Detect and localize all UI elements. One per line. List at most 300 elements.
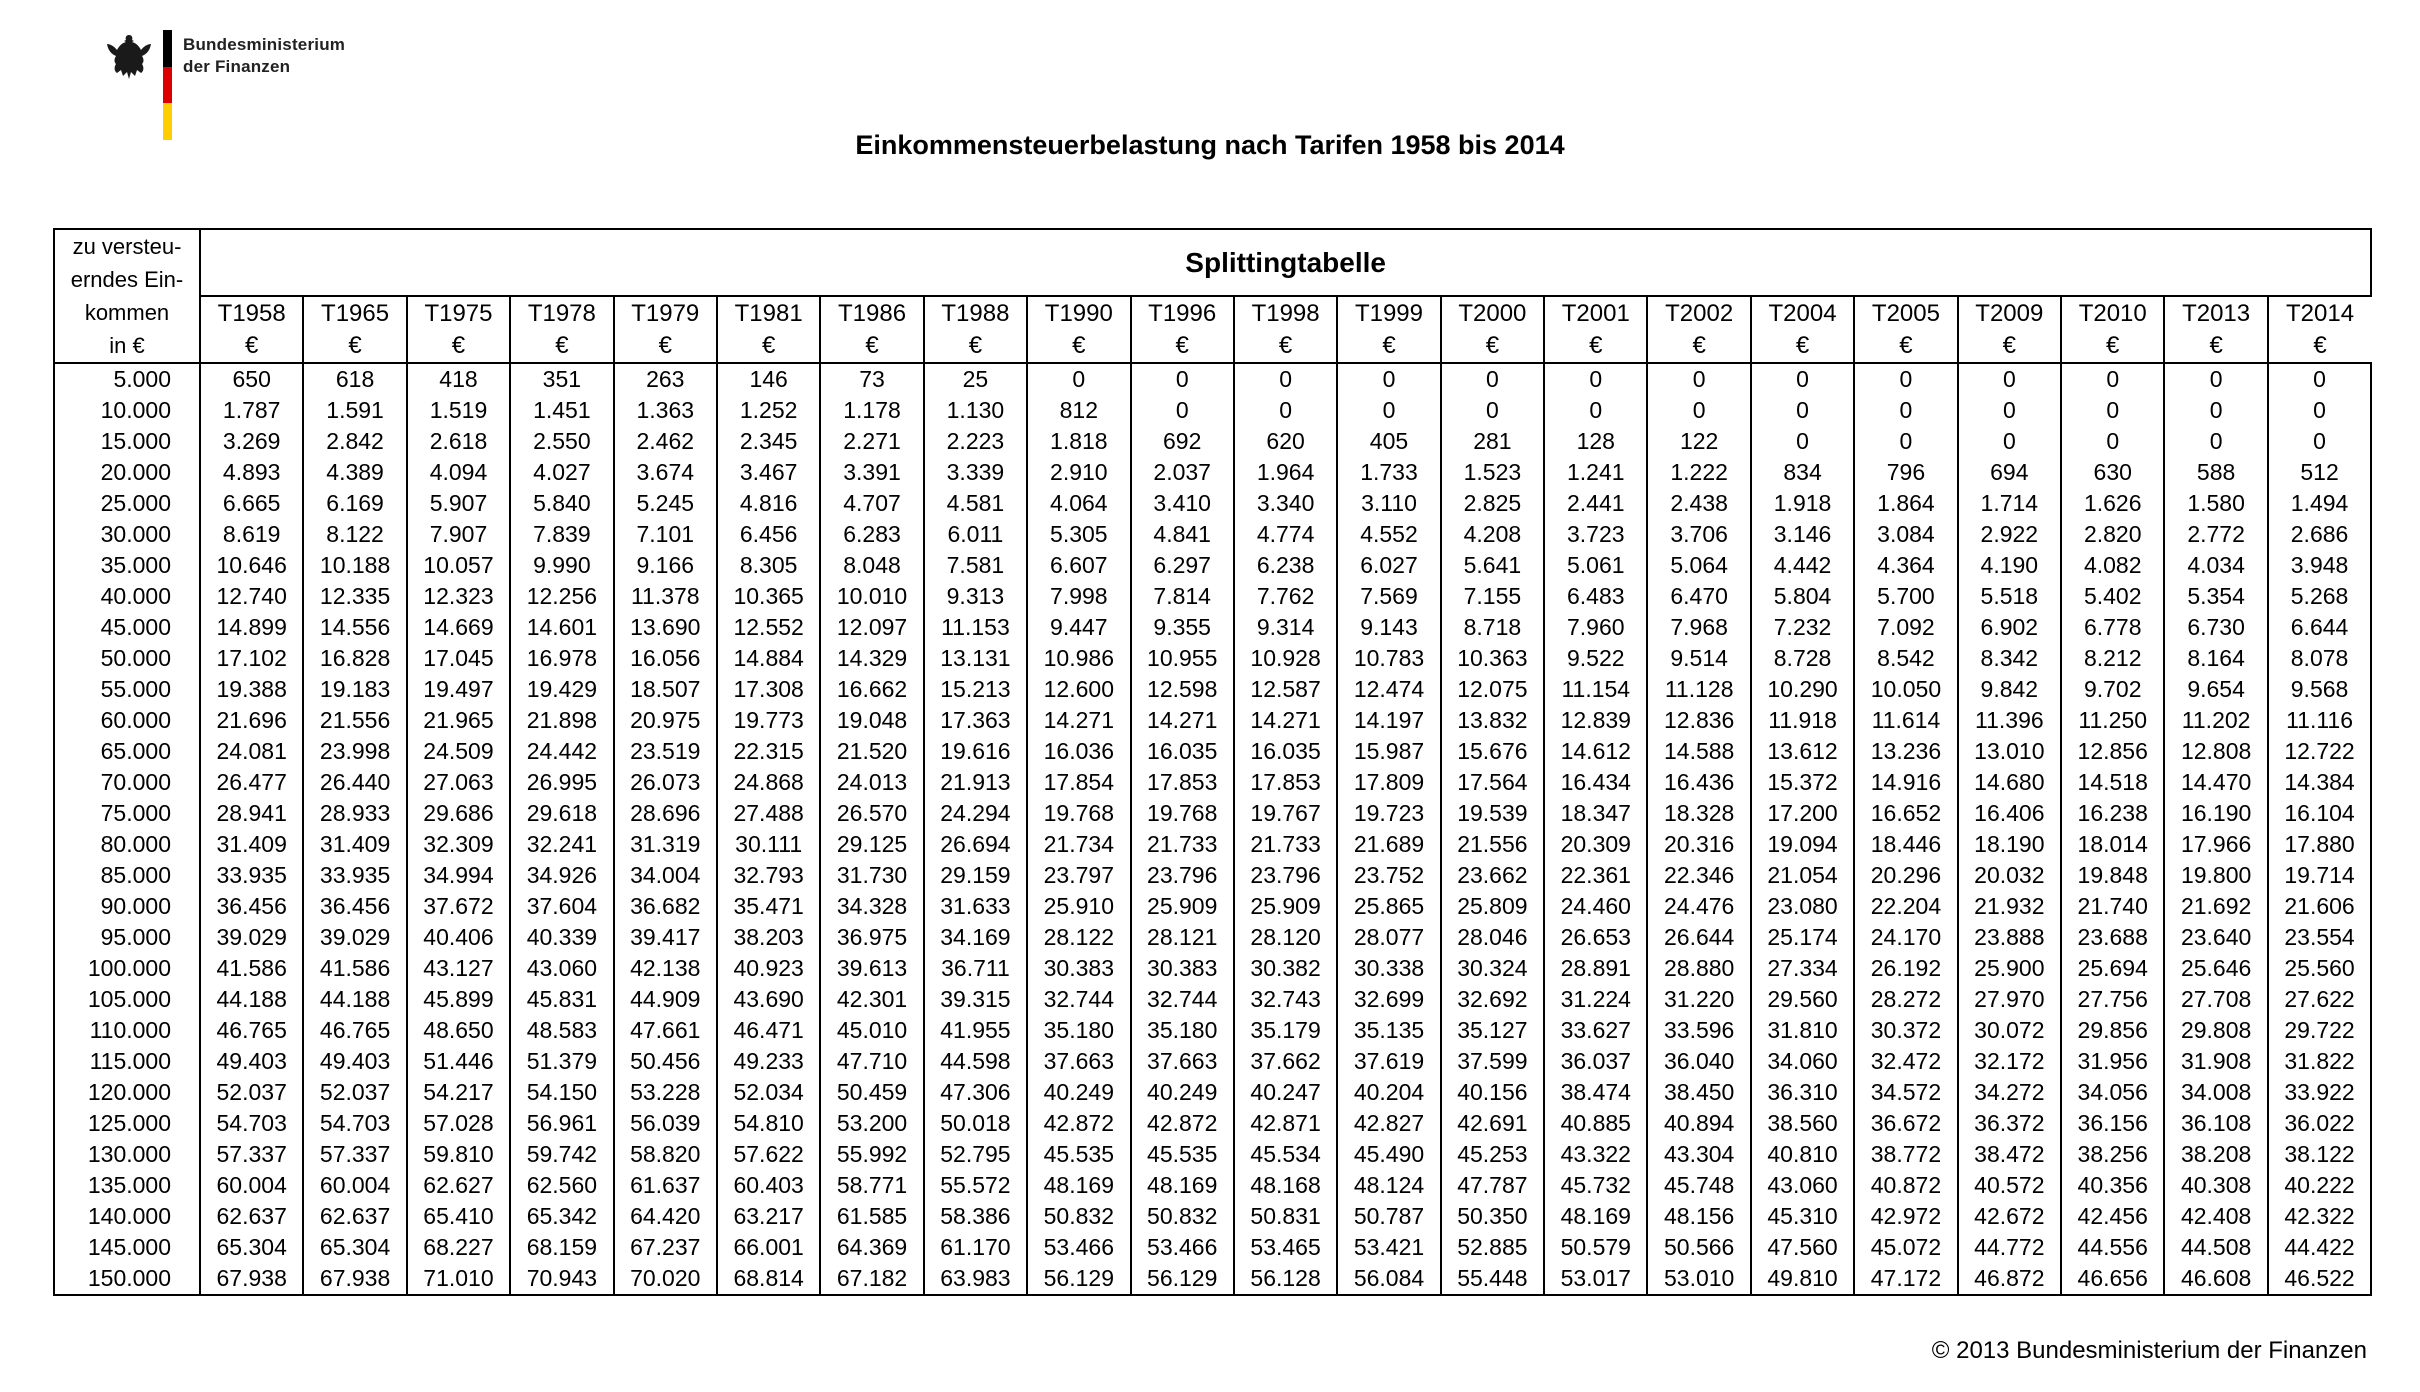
tax-value-cell: 3.674 xyxy=(614,457,717,488)
tax-value-cell: 0 xyxy=(1544,395,1647,426)
tax-value-cell: 65.342 xyxy=(510,1201,613,1232)
tax-value-cell: 25.174 xyxy=(1751,922,1854,953)
tax-value-cell: 0 xyxy=(1854,363,1957,395)
tax-value-cell: 33.627 xyxy=(1544,1015,1647,1046)
tax-value-cell: 68.227 xyxy=(407,1232,510,1263)
currency-unit-label: € xyxy=(717,330,820,364)
tax-value-cell: 29.686 xyxy=(407,798,510,829)
tax-value-cell: 26.570 xyxy=(820,798,923,829)
tax-value-cell: 67.938 xyxy=(200,1263,303,1295)
tax-value-cell: 5.245 xyxy=(614,488,717,519)
tax-value-cell: 37.662 xyxy=(1234,1046,1337,1077)
tax-value-cell: 28.880 xyxy=(1647,953,1750,984)
tax-value-cell: 29.808 xyxy=(2164,1015,2267,1046)
tax-value-cell: 24.170 xyxy=(1854,922,1957,953)
tax-value-cell: 36.456 xyxy=(303,891,406,922)
header-row-group xyxy=(54,229,2371,296)
tax-value-cell: 23.662 xyxy=(1441,860,1544,891)
tax-value-cell: 22.346 xyxy=(1647,860,1750,891)
tax-value-cell: 15.213 xyxy=(924,674,1027,705)
tax-value-cell: 67.237 xyxy=(614,1232,717,1263)
tax-value-cell: 2.271 xyxy=(820,426,923,457)
income-cell: 70.000 xyxy=(54,767,200,798)
tax-value-cell: 1.363 xyxy=(614,395,717,426)
tax-value-cell: 6.665 xyxy=(200,488,303,519)
tax-value-cell: 38.474 xyxy=(1544,1077,1647,1108)
tax-value-cell: 24.476 xyxy=(1647,891,1750,922)
tax-value-cell: 34.572 xyxy=(1854,1077,1957,1108)
tax-value-cell: 55.448 xyxy=(1441,1263,1544,1295)
tax-value-cell: 45.253 xyxy=(1441,1139,1544,1170)
tax-value-cell: 23.888 xyxy=(1958,922,2061,953)
tax-value-cell: 2.462 xyxy=(614,426,717,457)
tax-value-cell: 2.037 xyxy=(1131,457,1234,488)
tax-value-cell: 42.301 xyxy=(820,984,923,1015)
income-cell: 115.000 xyxy=(54,1046,200,1077)
tax-value-cell: 61.637 xyxy=(614,1170,717,1201)
tax-value-cell: 0 xyxy=(1751,363,1854,395)
tax-value-cell: 620 xyxy=(1234,426,1337,457)
tax-value-cell: 32.309 xyxy=(407,829,510,860)
table-row xyxy=(54,1170,2371,1201)
tax-value-cell: 0 xyxy=(1234,395,1337,426)
table-row xyxy=(54,674,2371,705)
tax-value-cell: 49.403 xyxy=(303,1046,406,1077)
tax-value-cell: 14.271 xyxy=(1234,705,1337,736)
tax-value-cell: 0 xyxy=(1337,363,1440,395)
tax-value-cell: 34.994 xyxy=(407,860,510,891)
tax-value-cell: 32.699 xyxy=(1337,984,1440,1015)
tax-value-cell: 44.188 xyxy=(200,984,303,1015)
tax-value-cell: 20.975 xyxy=(614,705,717,736)
tax-value-cell: 35.180 xyxy=(1027,1015,1130,1046)
income-cell: 140.000 xyxy=(54,1201,200,1232)
tax-value-cell: 25.909 xyxy=(1234,891,1337,922)
logo-line-2: der Finanzen xyxy=(183,57,291,76)
tax-value-cell: 19.773 xyxy=(717,705,820,736)
tax-value-cell: 28.122 xyxy=(1027,922,1130,953)
tax-value-cell: 0 xyxy=(1441,395,1544,426)
tax-value-cell: 34.008 xyxy=(2164,1077,2267,1108)
tax-value-cell: 3.339 xyxy=(924,457,1027,488)
tax-value-cell: 14.271 xyxy=(1131,705,1234,736)
income-header-line: zu versteu- xyxy=(72,234,182,259)
tax-value-cell: 0 xyxy=(1234,363,1337,395)
table-row xyxy=(54,1046,2371,1077)
tax-value-cell: 22.361 xyxy=(1544,860,1647,891)
tax-value-cell: 0 xyxy=(2268,363,2371,395)
tax-value-cell: 4.774 xyxy=(1234,519,1337,550)
tax-value-cell: 6.730 xyxy=(2164,612,2267,643)
tax-value-cell: 21.965 xyxy=(407,705,510,736)
tax-value-cell: 6.283 xyxy=(820,519,923,550)
income-cell: 135.000 xyxy=(54,1170,200,1201)
tax-value-cell: 12.097 xyxy=(820,612,923,643)
tax-value-cell: 34.328 xyxy=(820,891,923,922)
tax-value-cell: 10.986 xyxy=(1027,643,1130,674)
tax-value-cell: 36.456 xyxy=(200,891,303,922)
tariff-column-header: T2002 xyxy=(1647,296,1750,330)
tax-value-cell: 25.900 xyxy=(1958,953,2061,984)
tax-value-cell: 14.197 xyxy=(1337,705,1440,736)
tax-value-cell: 42.408 xyxy=(2164,1201,2267,1232)
tax-value-cell: 39.613 xyxy=(820,953,923,984)
tax-value-cell: 40.572 xyxy=(1958,1170,2061,1201)
tax-value-cell: 2.772 xyxy=(2164,519,2267,550)
tax-value-cell: 21.733 xyxy=(1234,829,1337,860)
tax-value-cell: 3.723 xyxy=(1544,519,1647,550)
tax-value-cell: 43.060 xyxy=(1751,1170,1854,1201)
tax-value-cell: 7.092 xyxy=(1854,612,1957,643)
tax-value-cell: 33.935 xyxy=(200,860,303,891)
tax-value-cell: 34.272 xyxy=(1958,1077,2061,1108)
tax-value-cell: 25.909 xyxy=(1131,891,1234,922)
tax-value-cell: 14.329 xyxy=(820,643,923,674)
tax-value-cell: 47.306 xyxy=(924,1077,1027,1108)
tax-value-cell: 3.706 xyxy=(1647,519,1750,550)
tax-value-cell: 45.899 xyxy=(407,984,510,1015)
tax-value-cell: 6.169 xyxy=(303,488,406,519)
tax-value-cell: 40.885 xyxy=(1544,1108,1647,1139)
tax-value-cell: 19.539 xyxy=(1441,798,1544,829)
tax-value-cell: 6.456 xyxy=(717,519,820,550)
tax-value-cell: 42.972 xyxy=(1854,1201,1957,1232)
tax-value-cell: 23.998 xyxy=(303,736,406,767)
tax-value-cell: 12.587 xyxy=(1234,674,1337,705)
tax-value-cell: 6.483 xyxy=(1544,581,1647,612)
tax-value-cell: 0 xyxy=(1027,363,1130,395)
currency-unit-label: € xyxy=(820,330,923,364)
tax-value-cell: 8.122 xyxy=(303,519,406,550)
tax-value-cell: 16.434 xyxy=(1544,767,1647,798)
tax-value-cell: 23.080 xyxy=(1751,891,1854,922)
tax-value-cell: 1.964 xyxy=(1234,457,1337,488)
tax-value-cell: 17.308 xyxy=(717,674,820,705)
tax-value-cell: 17.853 xyxy=(1234,767,1337,798)
tax-value-cell: 31.822 xyxy=(2268,1046,2371,1077)
tax-value-cell: 28.933 xyxy=(303,798,406,829)
tax-value-cell: 40.249 xyxy=(1131,1077,1234,1108)
tax-value-cell: 59.810 xyxy=(407,1139,510,1170)
tax-value-cell: 28.891 xyxy=(1544,953,1647,984)
tax-value-cell: 63.983 xyxy=(924,1263,1027,1295)
tax-value-cell: 58.771 xyxy=(820,1170,923,1201)
tax-value-cell: 19.714 xyxy=(2268,860,2371,891)
tax-value-cell: 12.335 xyxy=(303,581,406,612)
tax-value-cell: 38.208 xyxy=(2164,1139,2267,1170)
tax-value-cell: 38.256 xyxy=(2061,1139,2164,1170)
table-row xyxy=(54,953,2371,984)
tax-value-cell: 25.865 xyxy=(1337,891,1440,922)
tax-value-cell: 37.663 xyxy=(1027,1046,1130,1077)
tax-value-cell: 4.442 xyxy=(1751,550,1854,581)
tax-value-cell: 17.045 xyxy=(407,643,510,674)
income-cell: 145.000 xyxy=(54,1232,200,1263)
tax-value-cell: 14.612 xyxy=(1544,736,1647,767)
tax-value-cell: 39.029 xyxy=(200,922,303,953)
tax-value-cell: 4.389 xyxy=(303,457,406,488)
tax-value-cell: 11.202 xyxy=(2164,705,2267,736)
tax-value-cell: 11.918 xyxy=(1751,705,1854,736)
tax-value-cell: 18.014 xyxy=(2061,829,2164,860)
tax-value-cell: 48.169 xyxy=(1131,1170,1234,1201)
tax-value-cell: 18.328 xyxy=(1647,798,1750,829)
tax-value-cell: 25.809 xyxy=(1441,891,1544,922)
tax-value-cell: 24.081 xyxy=(200,736,303,767)
tax-value-cell: 14.556 xyxy=(303,612,406,643)
tax-value-cell: 7.101 xyxy=(614,519,717,550)
tax-value-cell: 21.689 xyxy=(1337,829,1440,860)
tax-value-cell: 38.450 xyxy=(1647,1077,1750,1108)
tax-value-cell: 11.614 xyxy=(1854,705,1957,736)
tax-value-cell: 14.899 xyxy=(200,612,303,643)
tax-value-cell: 34.056 xyxy=(2061,1077,2164,1108)
tax-value-cell: 22.315 xyxy=(717,736,820,767)
tax-value-cell: 16.056 xyxy=(614,643,717,674)
tax-value-cell: 3.146 xyxy=(1751,519,1854,550)
tax-value-cell: 2.550 xyxy=(510,426,613,457)
currency-unit-label: € xyxy=(1958,330,2061,364)
tax-value-cell: 0 xyxy=(2268,395,2371,426)
tax-value-cell: 5.700 xyxy=(1854,581,1957,612)
tax-value-cell: 36.372 xyxy=(1958,1108,2061,1139)
currency-unit-label: € xyxy=(2268,330,2371,364)
tax-value-cell: 7.968 xyxy=(1647,612,1750,643)
tariff-column-header: T2014 xyxy=(2268,296,2371,330)
tax-value-cell: 9.313 xyxy=(924,581,1027,612)
tariff-column-header: T2010 xyxy=(2061,296,2164,330)
tax-value-cell: 24.460 xyxy=(1544,891,1647,922)
tax-value-cell: 19.767 xyxy=(1234,798,1337,829)
tax-value-cell: 39.029 xyxy=(303,922,406,953)
tax-value-cell: 14.588 xyxy=(1647,736,1750,767)
tax-value-cell: 50.350 xyxy=(1441,1201,1544,1232)
income-cell: 40.000 xyxy=(54,581,200,612)
tax-value-cell: 2.842 xyxy=(303,426,406,457)
tax-value-cell: 0 xyxy=(1751,426,1854,457)
tax-value-cell: 29.722 xyxy=(2268,1015,2371,1046)
income-cell: 105.000 xyxy=(54,984,200,1015)
tax-value-cell: 57.622 xyxy=(717,1139,820,1170)
tax-value-cell: 16.036 xyxy=(1027,736,1130,767)
tax-value-cell: 128 xyxy=(1544,426,1647,457)
currency-unit-label: € xyxy=(1337,330,1440,364)
tax-value-cell: 39.315 xyxy=(924,984,1027,1015)
federal-eagle-icon xyxy=(105,32,153,82)
tax-value-cell: 281 xyxy=(1441,426,1544,457)
tax-value-cell: 9.990 xyxy=(510,550,613,581)
tax-value-cell: 1.591 xyxy=(303,395,406,426)
tax-value-cell: 47.787 xyxy=(1441,1170,1544,1201)
currency-unit-label: € xyxy=(200,330,303,364)
tax-value-cell: 51.446 xyxy=(407,1046,510,1077)
tax-value-cell: 7.762 xyxy=(1234,581,1337,612)
tax-value-cell: 42.138 xyxy=(614,953,717,984)
tax-value-cell: 0 xyxy=(1131,363,1234,395)
tax-value-cell: 16.035 xyxy=(1234,736,1337,767)
tax-value-cell: 40.222 xyxy=(2268,1170,2371,1201)
tax-value-cell: 19.768 xyxy=(1131,798,1234,829)
tax-value-cell: 1.818 xyxy=(1027,426,1130,457)
tax-value-cell: 11.378 xyxy=(614,581,717,612)
tax-value-cell: 60.004 xyxy=(303,1170,406,1201)
tariff-column-header: T1979 xyxy=(614,296,717,330)
tax-value-cell: 31.224 xyxy=(1544,984,1647,1015)
tax-value-cell: 19.723 xyxy=(1337,798,1440,829)
tax-value-cell: 17.809 xyxy=(1337,767,1440,798)
tax-value-cell: 60.403 xyxy=(717,1170,820,1201)
tax-value-cell: 34.060 xyxy=(1751,1046,1854,1077)
tax-value-cell: 16.104 xyxy=(2268,798,2371,829)
tax-value-cell: 47.710 xyxy=(820,1046,923,1077)
tax-value-cell: 21.898 xyxy=(510,705,613,736)
tax-value-cell: 9.355 xyxy=(1131,612,1234,643)
tax-value-cell: 28.941 xyxy=(200,798,303,829)
tax-value-cell: 48.169 xyxy=(1027,1170,1130,1201)
tax-value-cell: 42.871 xyxy=(1234,1108,1337,1139)
tax-value-cell: 71.010 xyxy=(407,1263,510,1295)
tax-value-cell: 40.339 xyxy=(510,922,613,953)
tax-value-cell: 41.586 xyxy=(200,953,303,984)
tax-value-cell: 57.028 xyxy=(407,1108,510,1139)
income-cell: 25.000 xyxy=(54,488,200,519)
tax-value-cell: 8.619 xyxy=(200,519,303,550)
income-cell: 10.000 xyxy=(54,395,200,426)
tax-value-cell: 16.238 xyxy=(2061,798,2164,829)
tax-value-cell: 4.034 xyxy=(2164,550,2267,581)
tax-value-cell: 27.970 xyxy=(1958,984,2061,1015)
tax-value-cell: 7.814 xyxy=(1131,581,1234,612)
tax-value-cell: 19.768 xyxy=(1027,798,1130,829)
tax-value-cell: 12.839 xyxy=(1544,705,1647,736)
tax-value-cell: 5.804 xyxy=(1751,581,1854,612)
tax-value-cell: 351 xyxy=(510,363,613,395)
tax-value-cell: 21.556 xyxy=(1441,829,1544,860)
tax-value-cell: 7.232 xyxy=(1751,612,1854,643)
tax-value-cell: 5.840 xyxy=(510,488,613,519)
income-cell: 120.000 xyxy=(54,1077,200,1108)
tax-value-cell: 1.580 xyxy=(2164,488,2267,519)
income-cell: 5.000 xyxy=(54,363,200,395)
table-row xyxy=(54,1232,2371,1263)
tax-value-cell: 42.322 xyxy=(2268,1201,2371,1232)
tax-value-cell: 8.078 xyxy=(2268,643,2371,674)
tax-value-cell: 512 xyxy=(2268,457,2371,488)
tax-value-cell: 21.913 xyxy=(924,767,1027,798)
tax-value-cell: 62.637 xyxy=(200,1201,303,1232)
tax-value-cell: 50.456 xyxy=(614,1046,717,1077)
tax-value-cell: 31.409 xyxy=(200,829,303,860)
tax-value-cell: 0 xyxy=(2164,395,2267,426)
currency-unit-label: € xyxy=(1441,330,1544,364)
tax-value-cell: 19.848 xyxy=(2061,860,2164,891)
tax-value-cell: 28.077 xyxy=(1337,922,1440,953)
tax-value-cell: 4.581 xyxy=(924,488,1027,519)
tax-value-cell: 27.756 xyxy=(2061,984,2164,1015)
tax-value-cell: 146 xyxy=(717,363,820,395)
tax-value-cell: 16.436 xyxy=(1647,767,1750,798)
tax-value-cell: 50.018 xyxy=(924,1108,1027,1139)
income-header-line: kommen xyxy=(84,300,170,325)
tax-value-cell: 65.304 xyxy=(303,1232,406,1263)
income-column-header xyxy=(54,229,200,363)
tariff-column-header: T1998 xyxy=(1234,296,1337,330)
ministry-logo xyxy=(105,30,365,145)
tax-value-cell: 56.084 xyxy=(1337,1263,1440,1295)
tax-value-cell: 13.010 xyxy=(1958,736,2061,767)
tax-value-cell: 56.128 xyxy=(1234,1263,1337,1295)
tax-value-cell: 12.474 xyxy=(1337,674,1440,705)
tax-value-cell: 5.354 xyxy=(2164,581,2267,612)
tax-value-cell: 42.872 xyxy=(1027,1108,1130,1139)
tax-value-cell: 18.190 xyxy=(1958,829,2061,860)
tax-value-cell: 1.787 xyxy=(200,395,303,426)
tax-value-cell: 16.035 xyxy=(1131,736,1234,767)
tax-value-cell: 35.127 xyxy=(1441,1015,1544,1046)
tariff-year-header-row xyxy=(54,296,2371,330)
table-row xyxy=(54,1263,2371,1295)
tax-value-cell: 46.522 xyxy=(2268,1263,2371,1295)
tax-value-cell: 44.188 xyxy=(303,984,406,1015)
tax-value-cell: 8.048 xyxy=(820,550,923,581)
tax-value-cell: 47.560 xyxy=(1751,1232,1854,1263)
tax-value-cell: 17.854 xyxy=(1027,767,1130,798)
tax-value-cell: 3.084 xyxy=(1854,519,1957,550)
table-row xyxy=(54,643,2371,674)
tax-value-cell: 26.073 xyxy=(614,767,717,798)
tariff-column-header: T1990 xyxy=(1027,296,1130,330)
tax-value-cell: 26.653 xyxy=(1544,922,1647,953)
tax-value-cell: 2.910 xyxy=(1027,457,1130,488)
tax-value-cell: 36.310 xyxy=(1751,1077,1854,1108)
tax-value-cell: 36.108 xyxy=(2164,1108,2267,1139)
income-cell: 95.000 xyxy=(54,922,200,953)
table-row xyxy=(54,395,2371,426)
tax-value-cell: 3.110 xyxy=(1337,488,1440,519)
tax-value-cell: 36.711 xyxy=(924,953,1027,984)
tax-value-cell: 43.322 xyxy=(1544,1139,1647,1170)
tax-value-cell: 48.124 xyxy=(1337,1170,1440,1201)
table-row xyxy=(54,922,2371,953)
tax-value-cell: 70.020 xyxy=(614,1263,717,1295)
income-header-line: erndes Ein- xyxy=(70,267,184,292)
tax-value-cell: 2.345 xyxy=(717,426,820,457)
tax-value-cell: 812 xyxy=(1027,395,1130,426)
tax-value-cell: 2.825 xyxy=(1441,488,1544,519)
tax-value-cell: 6.238 xyxy=(1234,550,1337,581)
tax-value-cell: 29.560 xyxy=(1751,984,1854,1015)
table-row xyxy=(54,519,2371,550)
tax-value-cell: 10.783 xyxy=(1337,643,1440,674)
tax-value-cell: 14.916 xyxy=(1854,767,1957,798)
tax-value-cell: 65.410 xyxy=(407,1201,510,1232)
income-cell: 80.000 xyxy=(54,829,200,860)
logo-wordmark xyxy=(183,34,345,78)
currency-unit-label: € xyxy=(2061,330,2164,364)
tax-value-cell: 3.269 xyxy=(200,426,303,457)
currency-unit-label: € xyxy=(1234,330,1337,364)
tax-value-cell: 38.122 xyxy=(2268,1139,2371,1170)
tax-value-cell: 2.820 xyxy=(2061,519,2164,550)
tax-value-cell: 44.772 xyxy=(1958,1232,2061,1263)
tax-value-cell: 17.200 xyxy=(1751,798,1854,829)
tax-value-cell: 4.841 xyxy=(1131,519,1234,550)
tax-value-cell: 0 xyxy=(2061,395,2164,426)
tax-value-cell: 28.120 xyxy=(1234,922,1337,953)
tax-value-cell: 1.918 xyxy=(1751,488,1854,519)
tax-value-cell: 21.692 xyxy=(2164,891,2267,922)
tax-value-cell: 4.082 xyxy=(2061,550,2164,581)
